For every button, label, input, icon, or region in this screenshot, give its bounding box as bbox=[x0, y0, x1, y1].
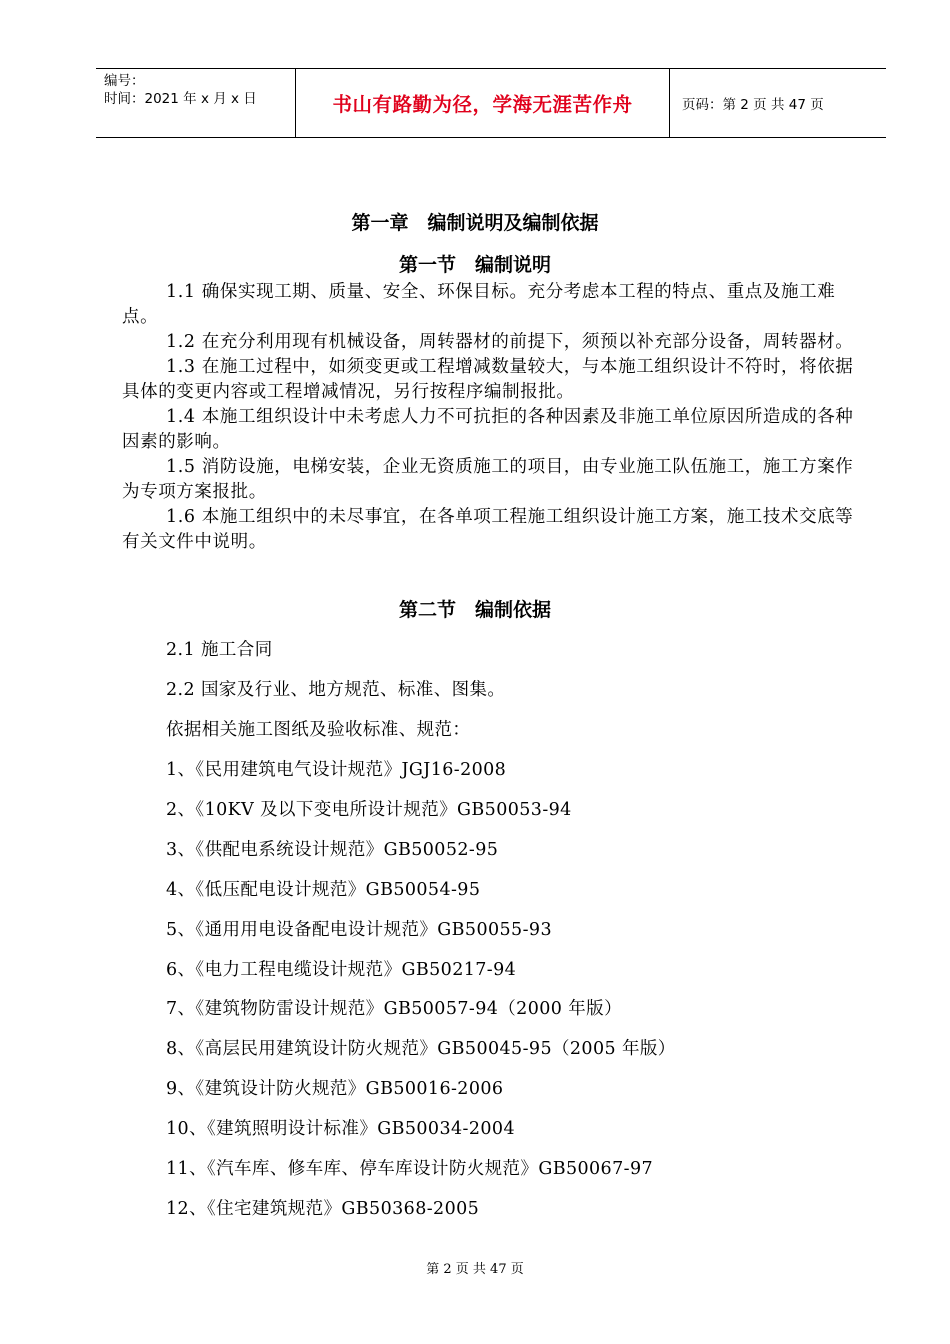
paragraph: 1.5 消防设施，电梯安装，企业无资质施工的项目，由专业施工队伍施工，施工方案作为专项方案报批。 bbox=[122, 457, 854, 502]
list-item: 3、《供配电系统设计规范》GB50052-95 bbox=[166, 840, 499, 860]
header-meta bbox=[96, 69, 296, 137]
list-item: 6、《电力工程电缆设计规范》GB50217-94 bbox=[166, 960, 517, 980]
list-item: 依据相关施工图纸及验收标准、规范： bbox=[166, 720, 471, 740]
paragraph: 1.6 本施工组织中的未尽事宜，在各单项工程施工组织设计施工方案，施工技术交底等有关文件中说明。 bbox=[122, 507, 854, 552]
list-item: 1、《民用建筑电气设计规范》JGJ16-2008 bbox=[166, 760, 507, 780]
chapter-title: 第一章 编制说明及编制依据 bbox=[351, 212, 599, 234]
list-item: 2、《10KV 及以下变电所设计规范》GB50053-94 bbox=[166, 800, 572, 820]
list-item: 8、《高层民用建筑设计防火规范》GB50045-95（2005 年版） bbox=[166, 1039, 676, 1059]
header-motto: 书山有路勤为径，学海无涯苦作舟 bbox=[296, 69, 670, 137]
page-footer: 第 2 页 共 47 页 bbox=[426, 1262, 524, 1277]
list-item: 12、《住宅建筑规范》GB50368-2005 bbox=[166, 1199, 480, 1219]
paragraph: 1.3 在施工过程中，如须变更或工程增减数量较大，与本施工组织设计不符时，将依据具体的变更内容或工程增减情况，另行按程序编制报批。 bbox=[122, 357, 854, 402]
time-label: 时间：2021 年 x 月 x 日 bbox=[104, 91, 257, 107]
list-item: 4、《低压配电设计规范》GB50054-95 bbox=[166, 880, 481, 900]
paragraph: 1.4 本施工组织设计中未考虑人力不可抗拒的各种因素及非施工单位原因所造成的各种因素的影响。 bbox=[122, 407, 854, 452]
page-header bbox=[96, 68, 886, 138]
paragraph: 1.2 在充分利用现有机械设备，周转器材的前提下，须预以补充部分设备，周转器材。 bbox=[166, 332, 854, 352]
section-title: 第一节 编制说明 bbox=[398, 254, 551, 276]
list-item: 11、《汽车库、修车库、停车库设计防火规范》GB50067-97 bbox=[166, 1159, 654, 1179]
list-item: 2.1 施工合同 bbox=[166, 640, 273, 660]
header-page-number: 页码：第 2 页 共 47 页 bbox=[682, 97, 824, 113]
list-item: 2.2 国家及行业、地方规范、标准、图集。 bbox=[166, 680, 506, 700]
paragraph: 1.1 确保实现工期、质量、安全、环保目标。充分考虑本工程的特点、重点及施工难点。 bbox=[122, 282, 836, 327]
list-item: 7、《建筑物防雷设计规范》GB50057-94（2000 年版） bbox=[166, 999, 622, 1019]
list-item: 9、《建筑设计防火规范》GB50016-2006 bbox=[166, 1079, 504, 1099]
section-title: 第二节 编制依据 bbox=[398, 599, 551, 621]
list-item: 10、《建筑照明设计标准》GB50034-2004 bbox=[166, 1119, 515, 1139]
number-label: 编号： bbox=[104, 73, 145, 89]
list-item: 5、《通用用电设备配电设计规范》GB50055-93 bbox=[166, 920, 552, 940]
explanation-paragraphs bbox=[122, 280, 864, 555]
